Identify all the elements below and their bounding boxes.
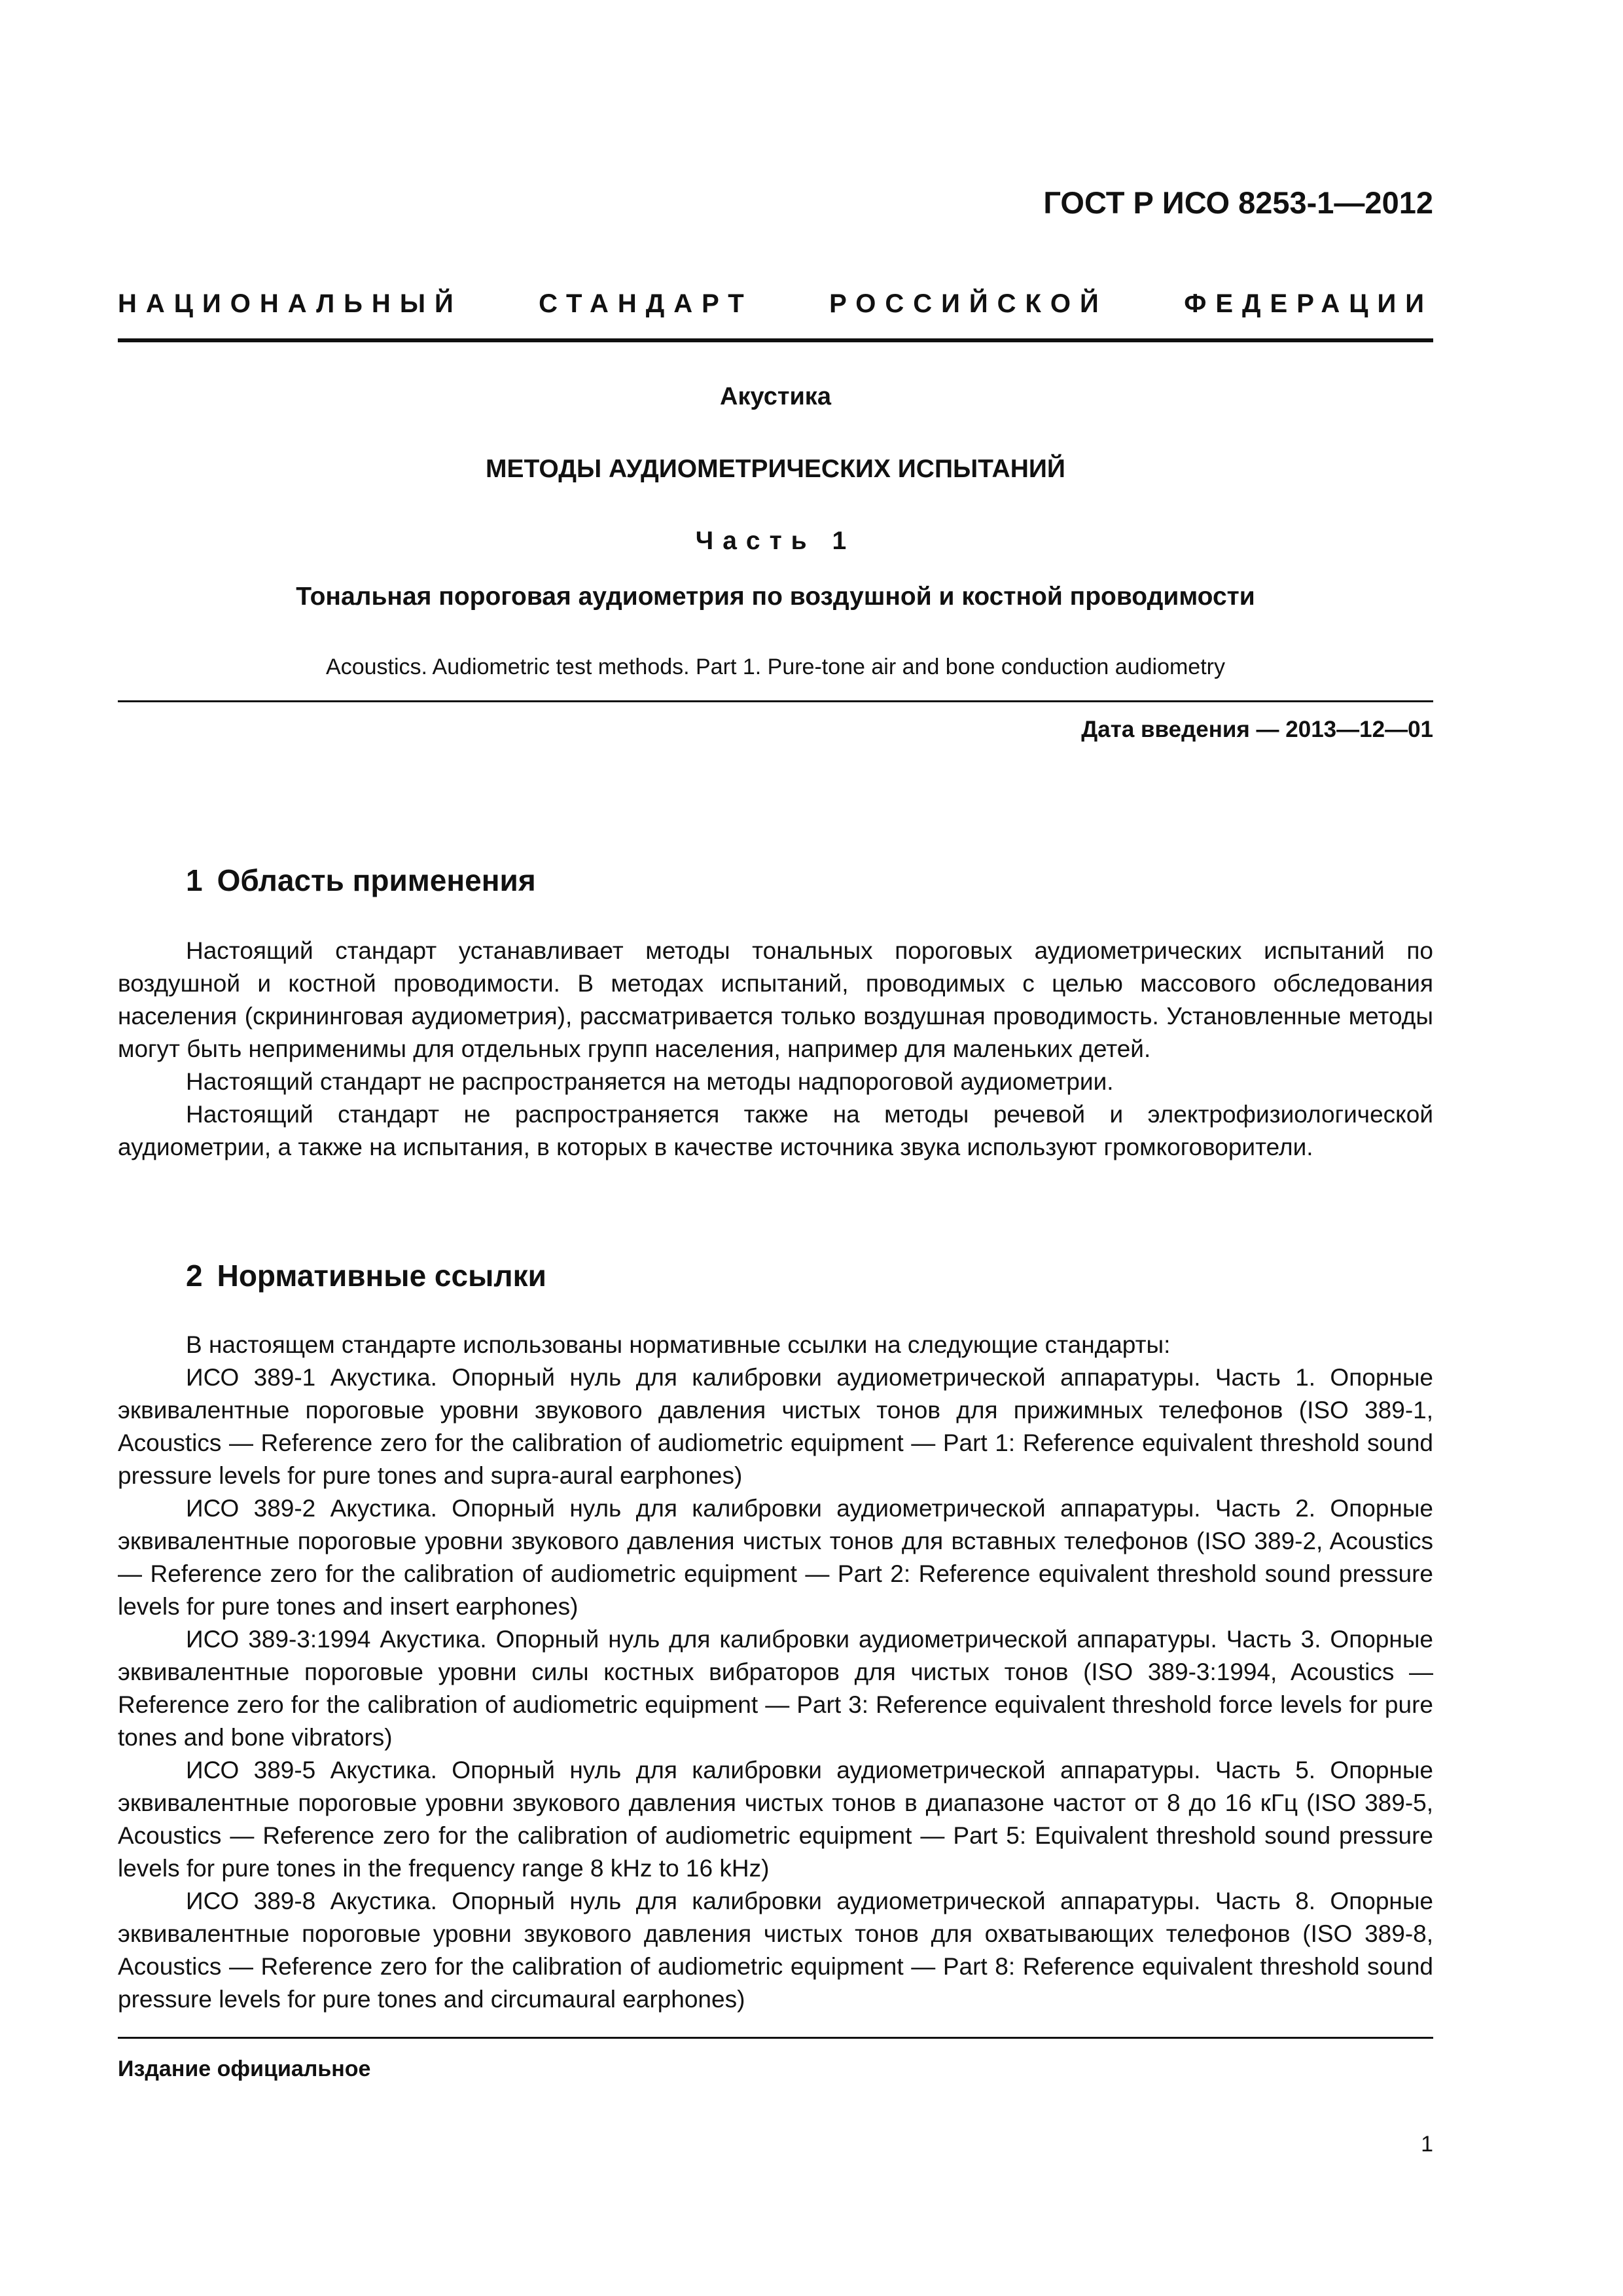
document-number: ГОСТ Р ИСО 8253-1—2012 [1043, 185, 1433, 220]
header-divider [118, 338, 1433, 342]
national-standard-title [118, 289, 1433, 319]
section-2-body [118, 1329, 1433, 2016]
section-1-body [118, 935, 1433, 1164]
reference-item: ИСО 389-1 Акустика. Опорный нуль для калибровки аудиометрической аппаратуры. Часть 1. Опорные эквивалентные пороговые уровни звукового давления чистых тонов для прижимных телефонов (ISO 389-1, Acoustics — Reference zero for the calibration of audiometric equipment — Part 1: Reference equivalent threshold sound pressure levels for pure tones and supra-aural earphones) [118, 1364, 1433, 1489]
section-title: Область применения [217, 863, 536, 897]
section-title: Нормативные ссылки [217, 1259, 546, 1293]
subtitle: Тональная пороговая аудиометрия по воздушной и костной проводимости [296, 583, 1255, 611]
section-2-heading [186, 1258, 546, 1293]
subject-title: Акустика [720, 383, 831, 410]
part-label: Часть 1 [695, 527, 856, 555]
introduction-date: Дата введения — 2013—12—01 [1081, 717, 1433, 742]
national-standard-word: СТАНДАРТ [539, 289, 753, 318]
footer-divider [118, 2037, 1433, 2039]
title-divider [118, 700, 1433, 702]
reference-item: ИСО 389-3:1994 Акустика. Опорный нуль для калибровки аудиометрической аппаратуры. Часть 3. Опорные эквивалентные пороговые уровни силы костных вибраторов для чистых тонов (ISO 389-3:1994, Acoustics — Reference zero for the calibration of audiometric equipment — Part 3: Reference equivalent threshold force levels for pure tones and bone vibrators) [118, 1626, 1433, 1751]
national-standard-word: ФЕДЕРАЦИИ [1184, 289, 1433, 318]
national-standard-word: НАЦИОНАЛЬНЫЙ [118, 289, 463, 318]
section-number: 1 [186, 863, 203, 897]
english-title: Acoustics. Audiometric test methods. Part 1. Pure-tone air and bone conduction audiometry [326, 655, 1225, 679]
section-number: 2 [186, 1259, 203, 1293]
section-1-heading [186, 863, 536, 898]
paragraph: В настоящем стандарте использованы нормативные ссылки на следующие стандарты: [186, 1331, 1171, 1358]
paragraph: Настоящий стандарт не распространяется также на методы речевой и электрофизиологической аудиометрии, а также на испытания, в которых в качестве источника звука используют громкоговорители. [118, 1101, 1433, 1160]
main-title: МЕТОДЫ АУДИОМЕТРИЧЕСКИХ ИСПЫТАНИЙ [486, 455, 1065, 483]
national-standard-word: РОССИЙСКОЙ [829, 289, 1108, 318]
edition-label: Издание официальное [118, 2056, 371, 2081]
reference-item: ИСО 389-2 Акустика. Опорный нуль для калибровки аудиометрической аппаратуры. Часть 2. Опорные эквивалентные пороговые уровни звукового давления чистых тонов для вставных телефонов (ISO 389-2, Acoustics — Reference zero for the calibration of audiometric equipment — Part 2: Reference equivalent threshold sound pressure levels for pure tones and insert earphones) [118, 1495, 1433, 1620]
reference-item: ИСО 389-8 Акустика. Опорный нуль для калибровки аудиометрической аппаратуры. Часть 8. Опорные эквивалентные пороговые уровни звукового давления чистых тонов для охватывающих телефонов (ISO 389-8, Acoustics — Reference zero for the calibration of audiometric equipment — Part 8: Reference equivalent threshold sound pressure levels for pure tones and circumaural earphones) [118, 1888, 1433, 2013]
paragraph: Настоящий стандарт не распространяется на методы надпороговой аудиометрии. [186, 1068, 1114, 1095]
paragraph: Настоящий стандарт устанавливает методы тональных пороговых аудиометрических испытаний по воздушной и костной проводимости. В методах испытаний, проводимых с целью массового обследования населения (скрининговая аудиометрия), рассматривается только воздушная проводимость. Установленные методы могут быть неприменимы для отдельных групп населения, например для маленьких детей. [118, 937, 1433, 1062]
reference-item: ИСО 389-5 Акустика. Опорный нуль для калибровки аудиометрической аппаратуры. Часть 5. Опорные эквивалентные пороговые уровни звукового давления чистых тонов в диапазоне частот от 8 до 16 кГц (ISO 389-5, Acoustics — Reference zero for the calibration of audiometric equipment — Part 5: Equivalent threshold sound pressure levels for pure tones in the frequency range 8 kHz to 16 kHz) [118, 1757, 1433, 1882]
page-number: 1 [1421, 2132, 1433, 2157]
